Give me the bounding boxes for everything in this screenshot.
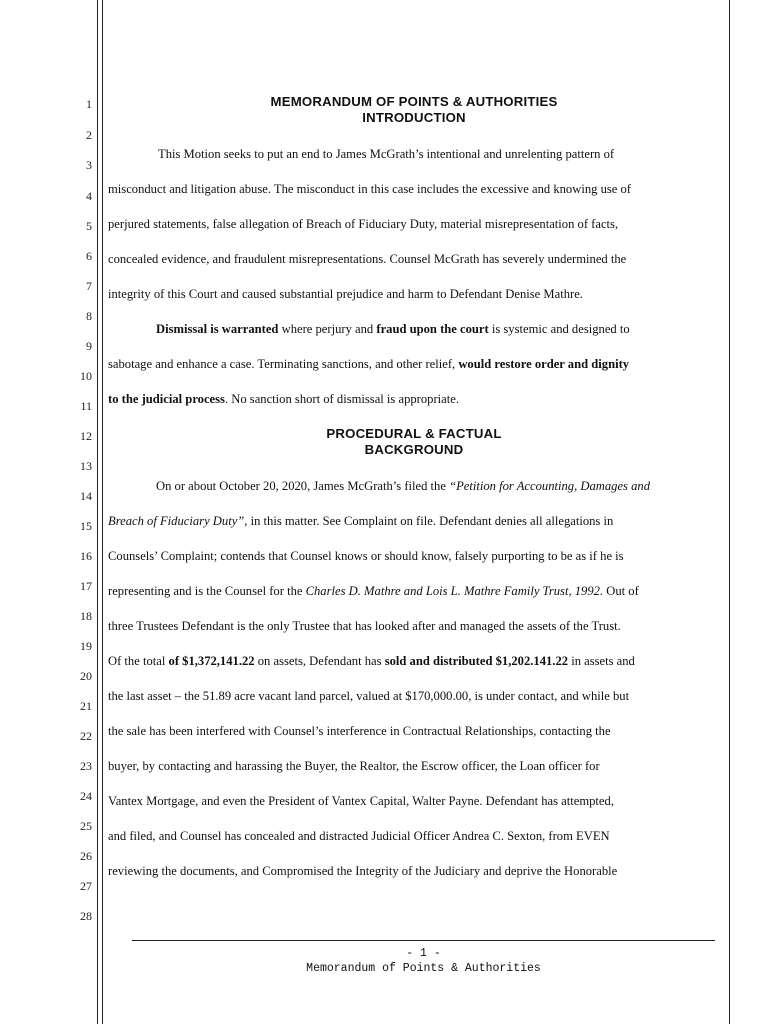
line-number: 2 xyxy=(86,128,92,142)
text-run: Of the total xyxy=(108,654,169,668)
line-number: 25 xyxy=(80,819,92,833)
line-number: 6 xyxy=(86,249,92,263)
section-heading-procedural: PROCEDURAL & FACTUAL xyxy=(326,426,502,441)
text-line xyxy=(108,355,720,373)
text-line xyxy=(108,390,720,408)
line-number: 12 xyxy=(80,429,92,443)
text-line: This Motion seeks to put an end to James McGrath’s intentional and unrelenting pattern of xyxy=(158,147,615,161)
margin-rule-right xyxy=(729,0,730,1024)
line-number: 3 xyxy=(86,158,92,172)
line-number: 20 xyxy=(80,669,92,683)
text-line xyxy=(108,477,720,495)
text-run: , in this matter. See Complaint on file. Defendant denies all allegations in xyxy=(244,514,614,528)
text-line xyxy=(108,652,720,670)
line-number: 10 xyxy=(80,369,92,383)
text-line: integrity of this Court and caused substantial prejudice and harm to Defendant Denise Mathre. xyxy=(108,287,583,301)
text-run: where perjury and xyxy=(278,322,377,336)
line-number: 5 xyxy=(86,219,92,233)
text-run: in assets and xyxy=(568,654,635,668)
line-number: 21 xyxy=(80,699,92,713)
page-number: - 1 - xyxy=(406,947,441,960)
bold-phrase: Dismissal is warranted xyxy=(156,322,279,336)
line-number: 26 xyxy=(80,849,92,863)
text-run: . No sanction short of dismissal is appropriate. xyxy=(224,392,459,406)
text-line: concealed evidence, and fraudulent misrepresentations. Counsel McGrath has severely undermined the xyxy=(108,252,627,266)
line-number: 1 xyxy=(86,97,92,111)
line-number-column xyxy=(0,0,92,1024)
line-number: 11 xyxy=(80,399,92,413)
text-line: Counsels’ Complaint; contends that Counsel knows or should know, falsely purporting to be as if he is xyxy=(108,549,624,563)
line-number: 15 xyxy=(80,519,92,533)
bold-phrase: would restore order and dignity xyxy=(458,357,630,371)
line-number: 22 xyxy=(80,729,92,743)
line-number: 24 xyxy=(80,789,92,803)
bold-phrase: of $1,372,141.22 xyxy=(168,654,255,668)
text-line xyxy=(108,512,720,530)
text-run: representing and is the Counsel for the xyxy=(108,584,306,598)
text-run: on assets, Defendant has xyxy=(254,654,385,668)
text-line: reviewing the documents, and Compromised the Integrity of the Judiciary and deprive the Honorable xyxy=(108,864,618,878)
line-number: 13 xyxy=(80,459,92,473)
section-heading-introduction: INTRODUCTION xyxy=(362,110,466,125)
line-number: 17 xyxy=(80,579,92,593)
section-heading-background: BACKGROUND xyxy=(364,442,464,457)
text-line: the sale has been interfered with Counsel’s interference in Contractual Relationships, contacting the xyxy=(108,724,611,738)
text-line: three Trustees Defendant is the only Trustee that has looked after and managed the assets of the Trust. xyxy=(108,619,621,633)
italic-phrase: Charles D. Mathre and Lois L. Mathre Family Trust, 1992. xyxy=(305,584,604,598)
text-line: buyer, by contacting and harassing the Buyer, the Realtor, the Escrow officer, the Loan officer for xyxy=(108,759,600,773)
line-number: 7 xyxy=(86,279,92,293)
footer-title: Memorandum of Points & Authorities xyxy=(306,962,541,975)
text-line: and filed, and Counsel has concealed and distracted Judicial Officer Andrea C. Sexton, from EVEN xyxy=(108,829,610,843)
bold-phrase: sold and distributed $1,202.141.22 xyxy=(384,654,569,668)
text-line xyxy=(108,320,720,338)
line-number: 18 xyxy=(80,609,92,623)
line-number: 8 xyxy=(86,309,92,323)
document-title: MEMORANDUM OF POINTS & AUTHORITIES xyxy=(270,94,558,109)
italic-phrase: “Petition for Accounting, Damages and xyxy=(449,479,650,493)
text-run: Out of xyxy=(603,584,639,598)
italic-phrase: Breach of Fiduciary Duty” xyxy=(108,514,245,528)
text-run: is systemic and designed to xyxy=(488,322,630,336)
line-number: 9 xyxy=(86,339,92,353)
text-line: Vantex Mortgage, and even the President of Vantex Capital, Walter Payne. Defendant has attempted, xyxy=(108,794,614,808)
document-body xyxy=(108,0,720,940)
text-run: On or about October 20, 2020, James McGrath’s filed the xyxy=(156,479,450,493)
line-number: 19 xyxy=(80,639,92,653)
line-number: 16 xyxy=(80,549,92,563)
line-number: 27 xyxy=(80,879,92,893)
line-number: 28 xyxy=(80,909,92,923)
text-line: perjured statements, false allegation of Breach of Fiduciary Duty, material misrepresentation of facts, xyxy=(108,217,619,231)
bold-phrase: fraud upon the court xyxy=(376,322,489,336)
footer-rule xyxy=(132,940,715,941)
line-number: 4 xyxy=(86,189,92,203)
text-line xyxy=(108,582,720,600)
line-number: 23 xyxy=(80,759,92,773)
text-line: the last asset – the 51.89 acre vacant land parcel, valued at $170,000.00, is under contact, and while but xyxy=(108,689,630,703)
margin-rule-left-1 xyxy=(97,0,98,1024)
margin-rule-left-2 xyxy=(102,0,103,1024)
text-line: misconduct and litigation abuse. The misconduct in this case includes the excessive and knowing use of xyxy=(108,182,631,196)
text-run: sabotage and enhance a case. Terminating sanctions, and other relief, xyxy=(108,357,459,371)
bold-phrase: to the judicial process xyxy=(108,392,225,406)
line-number: 14 xyxy=(80,489,92,503)
